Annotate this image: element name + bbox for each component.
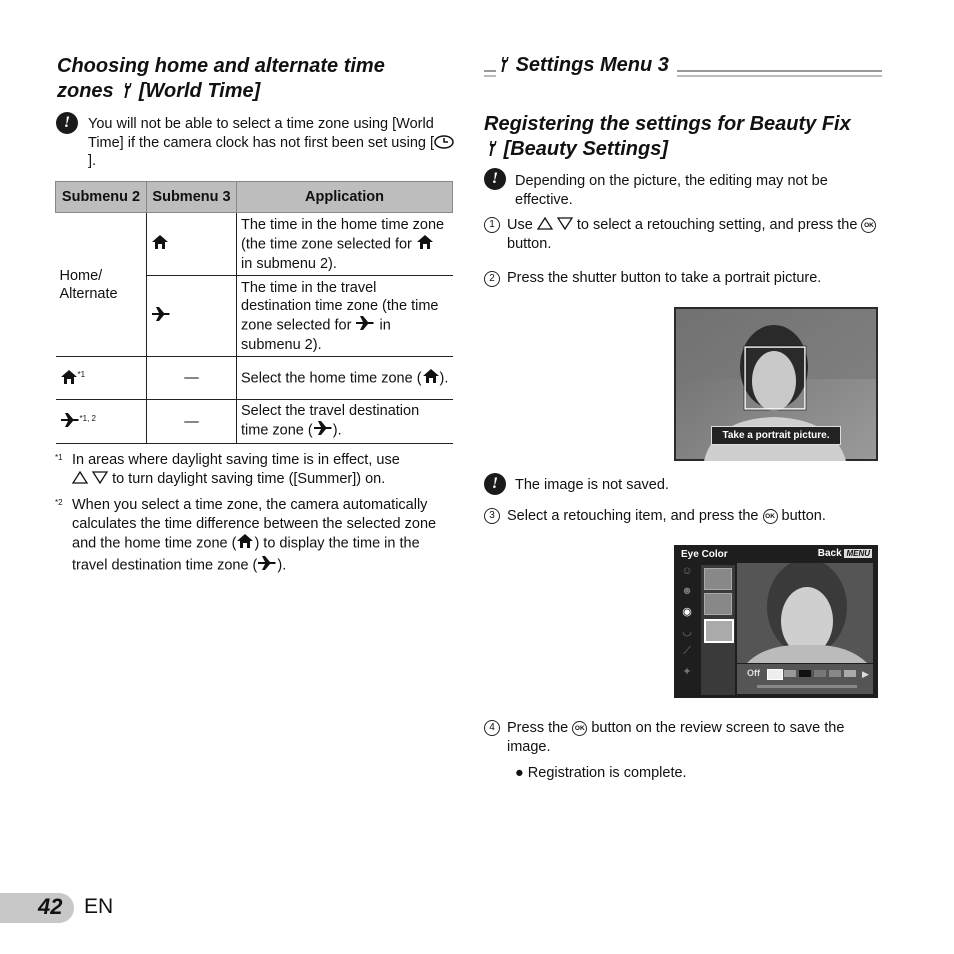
left-heading <box>57 54 457 104</box>
step-number: 1 <box>484 217 500 233</box>
row1a-text-a: The time in the home time zone (the time zone selected for <box>241 216 445 252</box>
brush-icon[interactable]: ⟋ <box>683 645 691 657</box>
left-note-text: You will not be able to select a time zone using [World Time] if the camera clock has not first been set using [ <box>88 116 435 151</box>
airplane-icon <box>60 412 80 433</box>
table-header-submenu2: Submenu 2 <box>56 182 147 213</box>
off-label: Off <box>747 668 760 678</box>
left-heading-line2-tail: [World Time] <box>138 80 261 102</box>
right-heading <box>484 112 894 162</box>
row1b-text-b: in submenu 2). <box>241 316 391 353</box>
clock-icon <box>434 135 454 151</box>
right-note-1: Depending on the picture, the editing may not be effective. <box>515 173 828 208</box>
left-note <box>88 115 458 171</box>
cell-home-select <box>237 357 453 400</box>
wrench-icon <box>496 54 510 76</box>
row3-text-a: Select the travel destination time zone ( <box>241 403 420 439</box>
eye-option-1[interactable] <box>704 568 732 590</box>
eye-color-slider[interactable] <box>737 664 873 694</box>
caution-icon: ! <box>484 168 506 190</box>
left-heading-line2: zones <box>57 80 114 102</box>
step-3 <box>507 507 877 526</box>
airplane-icon <box>313 420 333 441</box>
section-title-text: Settings Menu 3 <box>515 54 669 76</box>
language-code: EN <box>84 895 114 918</box>
caution-icon: ! <box>484 473 506 495</box>
cell-plane-select <box>237 400 453 444</box>
home-icon <box>422 368 440 389</box>
retouch-icon-column <box>676 565 698 695</box>
footnote-2-a: When you select a time zone, the camera automatically calculates the time difference between the selected zone and the home time zone ( <box>72 497 437 552</box>
slider-track <box>757 685 857 688</box>
table-header-submenu3: Submenu 3 <box>147 182 237 213</box>
home-icon <box>236 533 254 555</box>
airplane-icon <box>257 555 277 577</box>
right-heading-line2-wrap <box>484 137 894 162</box>
left-heading-line1: Choosing home and alternate time <box>57 55 385 77</box>
step-3-a: Select a retouching item, and press the <box>507 508 759 524</box>
swatch[interactable] <box>799 670 811 677</box>
cell-plane-application <box>237 276 453 357</box>
wrench-icon <box>119 80 139 102</box>
step-1-b: to select a retouching setting, and press the <box>576 217 858 233</box>
portrait-caption: Take a portrait picture. <box>711 426 841 445</box>
eye-color-photo <box>737 563 873 663</box>
eye-option-2[interactable] <box>704 593 732 615</box>
cell-home-alternate <box>56 213 147 357</box>
sparkle-icon[interactable]: ✦ <box>682 666 692 678</box>
caution-icon: ! <box>56 112 78 134</box>
up-arrow-icon <box>72 471 88 487</box>
menu-button-icon: MENU <box>846 549 870 558</box>
right-heading-line1: Registering the settings for Beauty Fix <box>484 113 851 135</box>
step-number: 2 <box>484 271 500 287</box>
row3-text-b: ). <box>332 422 342 439</box>
bullet-item <box>515 764 875 783</box>
bullet-text: Registration is complete. <box>527 765 687 781</box>
footnote-ref: *1, 2 <box>79 413 96 423</box>
back-label: Back <box>817 548 842 559</box>
footnote-ref: *1 <box>77 370 86 380</box>
page-number: 42 <box>38 894 63 919</box>
ok-button-icon: OK <box>861 218 876 233</box>
left-note-tail: ]. <box>88 153 97 169</box>
cell-plane-icon <box>147 276 237 357</box>
cell-home-setting <box>56 357 147 400</box>
eye-color-screen <box>674 545 878 698</box>
swatch[interactable] <box>814 670 826 677</box>
cell-home-icon <box>147 213 237 276</box>
step-2: Press the shutter button to take a portrait picture. <box>507 270 822 286</box>
footnote-2 <box>72 496 457 576</box>
home-icon <box>416 234 434 255</box>
step-4 <box>507 719 877 756</box>
slider-right-arrow-icon[interactable]: ▶ <box>862 669 869 679</box>
table-row <box>56 213 453 276</box>
right-heading-line2: [Beauty Settings] <box>503 138 669 160</box>
eye-icon[interactable]: ◉ <box>682 606 692 618</box>
cell-dash: — <box>147 357 237 400</box>
swatch[interactable] <box>784 670 796 677</box>
step-3-b: button. <box>781 508 826 524</box>
table-header-application: Application <box>237 182 453 213</box>
step-number: 3 <box>484 508 500 524</box>
face-icon[interactable]: ☺ <box>681 565 693 577</box>
step-4-a: Press the <box>507 720 569 736</box>
footnote-2-mark: *2 <box>55 498 63 507</box>
eye-color-title: Eye Color <box>681 549 728 560</box>
footnote-1-b: to turn daylight saving time ([Summer]) on. <box>112 470 386 487</box>
swatch[interactable] <box>829 670 841 677</box>
cell-plane-setting <box>56 400 147 444</box>
eye-option-3-selected[interactable] <box>704 619 734 643</box>
ok-button-icon: OK <box>572 721 587 736</box>
step-1 <box>507 216 877 253</box>
cell-home-application <box>237 213 453 276</box>
row1b-text-a: The time in the travel destination time zone (the time zone selected for <box>241 279 439 333</box>
swatch-off[interactable] <box>767 669 783 680</box>
step-1-c: button. <box>507 235 552 252</box>
lips-icon[interactable]: ◡ <box>682 626 692 638</box>
eye-option-column <box>701 565 735 695</box>
row2-text-a: Select the home time zone ( <box>241 369 422 386</box>
row1a-text-b: in submenu 2). <box>241 255 337 272</box>
swatch[interactable] <box>844 670 856 677</box>
left-heading-line2-wrap <box>57 79 457 104</box>
section-title <box>496 53 677 78</box>
airplane-icon <box>151 306 171 327</box>
footnote-2-b: ) to display the time in the travel destination time zone ( <box>72 535 420 574</box>
wrench-icon <box>484 138 498 160</box>
footnote-2-c: ). <box>277 557 287 574</box>
home-icon <box>60 369 78 390</box>
down-arrow-icon <box>557 217 573 233</box>
bullet-icon: ● <box>515 765 524 781</box>
step-4-b: button on the review screen to save the image. <box>507 720 845 755</box>
footnote-1 <box>72 451 457 488</box>
down-arrow-icon <box>92 471 108 487</box>
right-note-2: The image is not saved. <box>515 477 669 493</box>
table-row <box>56 357 453 400</box>
back-menu[interactable] <box>818 548 872 559</box>
world-time-table <box>55 181 453 444</box>
footnote-1-mark: *1 <box>55 453 63 462</box>
row2-text-b: ). <box>439 369 449 386</box>
ok-button-icon: OK <box>763 509 778 524</box>
cell-dash: — <box>147 400 237 444</box>
table-row <box>56 400 453 444</box>
step-1-a: Use <box>507 217 533 233</box>
page-number-tab <box>0 893 74 923</box>
up-arrow-icon <box>537 217 553 233</box>
airplane-icon <box>355 315 375 336</box>
face-shine-icon[interactable]: ☻ <box>681 585 693 597</box>
home-alternate-label: Home/ Alternate <box>59 267 118 302</box>
footnote-1-a: In areas where daylight saving time is in effect, use <box>72 452 400 468</box>
step-number: 4 <box>484 720 500 736</box>
portrait-screen <box>674 307 878 461</box>
home-icon <box>151 234 169 255</box>
